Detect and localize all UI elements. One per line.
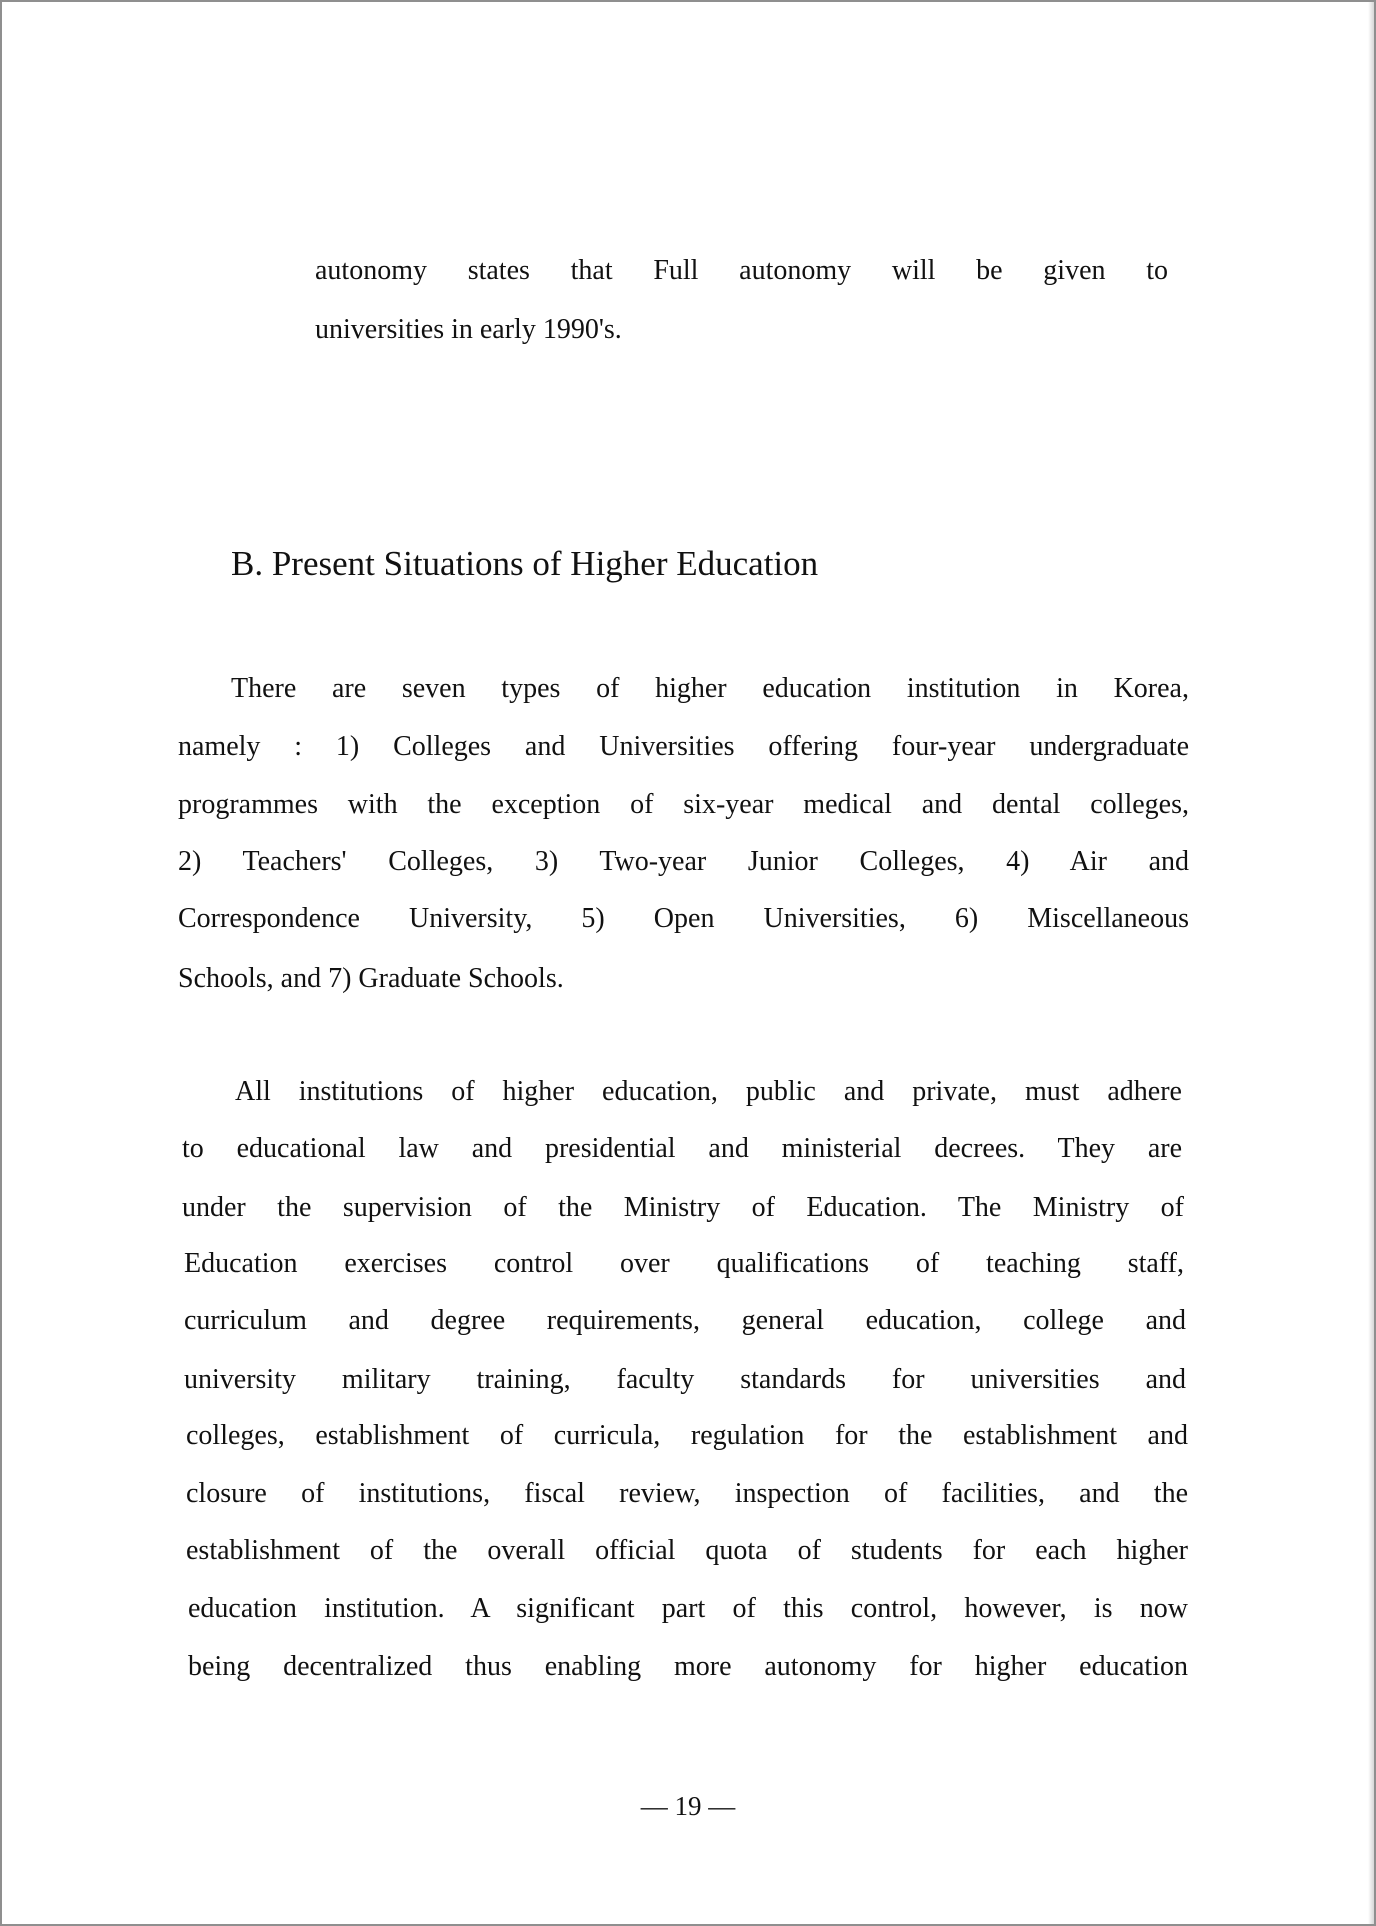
paragraph-2-line-2: to educational law and presidential and ministerial decrees. They are [182,1133,1182,1164]
paragraph-2-line-3: under the supervision of the Ministry of Education. The Ministry of [182,1192,1184,1223]
paragraph-2-line-10: education institution. A significant part of this control, however, is now [188,1593,1188,1624]
paragraph-2-line-11: being decentralized thus enabling more autonomy for higher education [188,1651,1188,1682]
paragraph-1-line-3: programmes with the exception of six-year medical and dental colleges, [178,789,1189,820]
paragraph-2-line-6: university military training, faculty standards for universities and [184,1364,1186,1395]
continuation-line-1: autonomy states that Full autonomy will be given to [315,255,1168,286]
section-heading: B. Present Situations of Higher Education [231,544,819,583]
continuation-line-2: universities in early 1990's. [315,314,622,345]
paragraph-2-line-1: All institutions of higher education, public and private, must adhere [235,1076,1182,1107]
page-edge-shadow [1368,2,1374,1924]
page-number: — 19 — [640,1791,736,1821]
paragraph-1-line-2: namely : 1) Colleges and Universities offering four-year undergraduate [178,731,1189,762]
paragraph-1-line-5: Correspondence University, 5) Open Universities, 6) Miscellaneous [178,903,1189,934]
paragraph-2-line-9: establishment of the overall official quota of students for each higher [186,1535,1188,1566]
paragraph-2-line-4: Education exercises control over qualifications of teaching staff, [184,1248,1184,1279]
paragraph-2-line-5: curriculum and degree requirements, general education, college and [184,1305,1186,1336]
paragraph-1-line-6: Schools, and 7) Graduate Schools. [178,963,564,994]
paragraph-2-line-7: colleges, establishment of curricula, regulation for the establishment and [186,1420,1188,1451]
paragraph-1-line-4: 2) Teachers' Colleges, 3) Two-year Junior Colleges, 4) Air and [178,846,1189,877]
paragraph-1-line-1: There are seven types of higher education institution in Korea, [231,673,1189,704]
paragraph-2-line-8: closure of institutions, fiscal review, inspection of facilities, and the [186,1478,1188,1509]
